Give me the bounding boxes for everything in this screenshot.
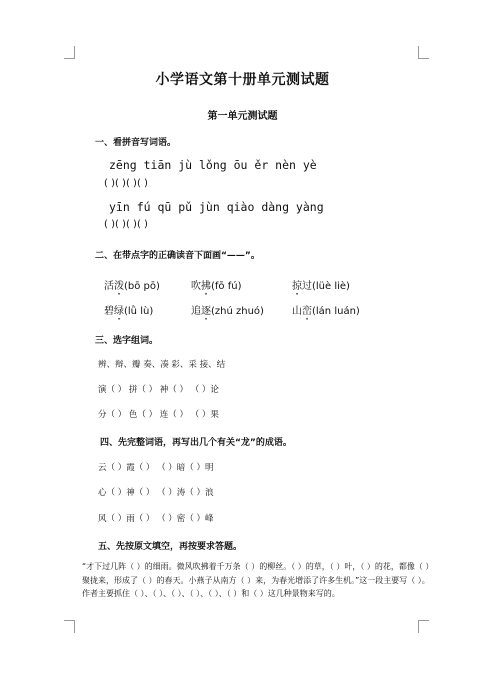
crop-mark-bottom-right [418,620,429,633]
idiom-row-1: 云（ ）霞（ ） （ ）暗（ ）明 [98,463,214,473]
idiom-row-2: 心（ ）神（ ） （ ）涛（ ）浪 [98,488,214,498]
crop-mark-bottom-left [64,620,75,633]
word-choice-row-2: 分（ ） 色（ ） 连（ ） （ ）果 [98,410,219,420]
word-choice-row-1: 演（ ） 拼（ ） 神（ ） （ ）论 [98,385,219,395]
pronunciation-item: 碧绿(lǜ lù) [104,306,154,317]
pronunciation-item: 掠过(lüè liè) [292,281,350,292]
idiom-row-3: 风（ ）雨（ ） （ ）密（ ）峰 [98,514,214,524]
document-title: 小学语文第十册单元测试题 [155,72,330,88]
pronunciation-item: 追逐(zhú zhuó) [191,306,264,317]
pronunciation-item: 活泼(bō pō) [104,281,160,292]
unit-title: 第一单元测试题 [207,111,278,122]
pinyin-row-1: zēng tiān jù lǒng ōu ěr nèn yè [109,158,317,172]
section-3-heading: 三、选字组词。 [95,336,159,346]
crop-mark-top-right [418,46,429,59]
pronunciation-item: 山峦(lán luán) [292,306,360,317]
section-4-heading: 四、先完整词语，再写出几个有关“龙”的成语。 [100,438,292,448]
answer-blanks-row-2: ( )( )( )( ) [104,219,148,230]
section-2-heading: 二、在带点字的正确读音下面画“——”。 [95,251,260,261]
section-5-heading: 五、先按原文填空，再按要求答题。 [98,542,243,552]
crop-mark-top-left [64,46,75,59]
section-1-heading: 一、看拼音写词语。 [95,138,177,148]
reading-passage: “才下过几阵（ ）的细雨。微风吹拂着千万条（ ）的柳丝。（ ）的草，（ ）叶，（ ）的花，都像（ ）聚拢来，形成了（ ）的春天。小燕子从南方（ ）来，为春光增添了许多生机。”这一段主要写（ ）。作者主要抓住（ ）、（ ）、（ ）、（ ）、（ ）、（ ）和（ ）这几种景物来写的。 [82,562,430,598]
character-options: 辨、辩、瓣 奏、凑 彩、采 接、结 [98,360,226,370]
pinyin-row-2: yīn fú qū pǔ jùn qiào dàng yàng [109,200,324,214]
answer-blanks-row-1: ( )( )( )( ) [104,178,148,189]
pronunciation-item: 吹拂(fō fú) [191,281,242,292]
